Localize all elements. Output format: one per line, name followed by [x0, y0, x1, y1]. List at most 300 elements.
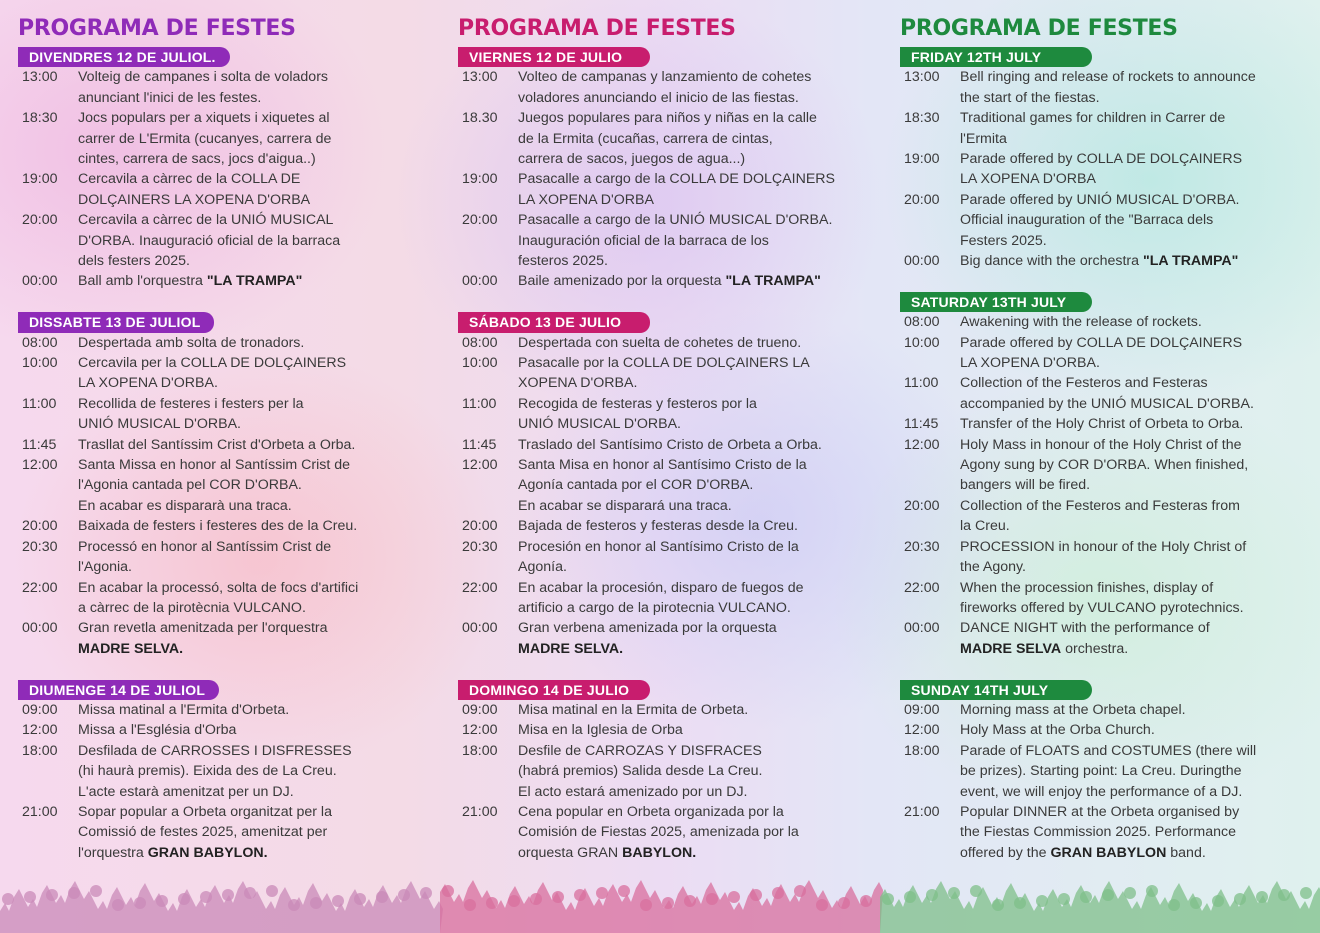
event-line: Volteo de campanas y lanzamiento de cohetes: [518, 69, 812, 86]
event-line: Jocs populars per a xiquets i xiquetes al: [78, 110, 330, 127]
crowd-head: [1256, 891, 1268, 903]
event-time: 20:00: [22, 212, 58, 229]
event-line: accompanied by the UNIÓ MUSICAL D'ORBA.: [960, 395, 1254, 412]
event-description: [78, 271, 433, 291]
event-description: [78, 67, 433, 108]
event-line: When the procession finishes, display of: [960, 579, 1214, 596]
event-line: Collection of the Festeros and Festeras: [960, 375, 1208, 392]
event-time: 10:00: [22, 355, 58, 372]
event-line: the Fiestas Commission 2025. Performance: [960, 824, 1236, 841]
event-description: [518, 67, 873, 108]
event-row: [458, 210, 873, 271]
crowd-head: [508, 895, 520, 907]
event-description: [960, 618, 1315, 659]
event-line: l'Agonia cantada pel COR D'ORBA.: [78, 477, 302, 494]
event-line: Parade offered by COLLA DE DOLÇAINERS: [960, 334, 1243, 351]
event-row: [458, 741, 873, 802]
day-header: SATURDAY 13TH JULY: [900, 292, 1092, 312]
event-highlight: GRAN BABYLON: [1050, 844, 1167, 861]
crowd-head: [794, 885, 806, 897]
event-line: LA XOPENA D'ORBA: [960, 171, 1096, 188]
event-line: (hi haurà premis). Eixida des de La Creu.: [78, 763, 337, 780]
event-row: [18, 353, 433, 394]
event-line: [518, 843, 873, 863]
event-line: Despertada con suelta de cohetes de trueno.: [518, 334, 802, 351]
program-title: PROGRAMA DE FESTES: [900, 16, 1178, 41]
event-row: [900, 578, 1315, 619]
event-line: PROCESSION in honour of the Holy Christ of: [960, 538, 1247, 555]
event-line-text: Big dance with the orchestra: [960, 253, 1143, 270]
event-line: LA XOPENA D'ORBA.: [960, 355, 1100, 372]
event-line: Pasacalle a cargo de la UNIÓ MUSICAL D'ORBA.: [518, 212, 833, 229]
day-header-row: [18, 659, 433, 700]
event-row: [458, 394, 873, 435]
event-row: [900, 435, 1315, 496]
event-description: [78, 333, 433, 353]
program-column-english: [900, 14, 1315, 863]
crowd-head: [750, 889, 762, 901]
event-time: 11:45: [904, 416, 939, 433]
event-line: l'Agonia.: [78, 559, 132, 576]
event-line: carrera de sacos, juegos de agua...): [518, 151, 746, 168]
event-time: 20:00: [904, 191, 940, 208]
event-description: [78, 516, 433, 536]
day-header-row: [900, 659, 1315, 700]
event-time: 10:00: [462, 355, 498, 372]
event-line: Misa en la Iglesia de Orba: [518, 722, 683, 739]
event-row: [458, 720, 873, 740]
event-line: Trasllat del Santíssim Crist d'Orbeta a Orba.: [78, 436, 356, 453]
crowd-head: [1234, 893, 1246, 905]
event-line: Santa Misa en honor al Santísimo Cristo de la: [518, 457, 807, 474]
event-time: 18:00: [462, 742, 498, 759]
crowd-head: [200, 891, 212, 903]
event-time: 20:00: [462, 212, 498, 229]
event-time: 20:30: [462, 538, 498, 555]
crowd-head: [1278, 889, 1290, 901]
event-line: Parade offered by UNIÓ MUSICAL D'ORBA.: [960, 191, 1240, 208]
crowd-head: [1300, 887, 1312, 899]
event-line: l'Ermita: [960, 130, 1007, 147]
event-time: 19:00: [22, 171, 58, 188]
event-line: be prizes). Starting point: La Creu. Duringthe: [960, 763, 1242, 780]
event-time: 20:30: [904, 538, 940, 555]
event-description: [960, 373, 1315, 414]
event-line: Missa a l'Església d'Orba: [78, 722, 237, 739]
event-row: [900, 251, 1315, 271]
event-line: Transfer of the Holy Christ of Orbeta to Orba.: [960, 416, 1244, 433]
event-time: 11:00: [462, 395, 497, 412]
event-time: 11:00: [22, 395, 57, 412]
crowd-head: [640, 899, 652, 911]
event-line: fireworks offered by VULCANO pyrotechnics.: [960, 599, 1244, 616]
event-row: [18, 435, 433, 455]
event-description: [960, 741, 1315, 802]
event-highlight: "LA TRAMPA": [1142, 253, 1239, 270]
crowd-head: [68, 887, 80, 899]
event-description: [78, 169, 433, 210]
program-title: PROGRAMA DE FESTES: [18, 16, 296, 41]
event-line: Agony sung by COR D'ORBA. When finished,: [960, 457, 1249, 474]
event-description: [78, 394, 433, 435]
crowd-head: [398, 889, 410, 901]
event-row: [458, 700, 873, 720]
event-row: [458, 435, 873, 455]
event-line: El acto estará amenizado por un DJ.: [518, 783, 748, 800]
event-line: Baixada de festers i festeres des de la Creu.: [78, 518, 358, 535]
event-line: L'acte estarà amenitzat per un DJ.: [78, 783, 294, 800]
event-time: 08:00: [904, 314, 940, 331]
event-row: [900, 312, 1315, 332]
event-line: Desfilada de CARROSSES I DISFRESSES: [78, 742, 352, 759]
event-line-text: l'orquestra: [78, 844, 148, 861]
event-description: [960, 496, 1315, 537]
crowd-head: [244, 887, 256, 899]
event-line: UNIÓ MUSICAL D'ORBA.: [518, 416, 681, 433]
event-line: Bajada de festeros y festeras desde la Creu.: [518, 518, 798, 535]
event-time: 18:00: [904, 742, 940, 759]
event-time: 12:00: [904, 436, 940, 453]
event-description: [518, 720, 873, 740]
event-row: [900, 741, 1315, 802]
event-description: [78, 578, 433, 619]
event-highlight: MADRE SELVA: [960, 640, 1062, 657]
day-header: DISSABTE 13 DE JULIOL: [18, 312, 214, 332]
crowd-head: [90, 885, 102, 897]
event-line: UNIÓ MUSICAL D'ORBA.: [78, 416, 241, 433]
crowd-silhouette: [0, 881, 443, 933]
event-line: a càrrec de la pirotècnia VULCANO.: [78, 599, 306, 616]
event-description: [960, 190, 1315, 251]
event-line: Collection of the Festeros and Festeras from: [960, 497, 1240, 514]
crowd-head: [926, 889, 938, 901]
event-line: En acabar la processó, solta de focs d'artifici: [78, 579, 359, 596]
crowd-head: [706, 893, 718, 905]
event-description: [518, 741, 873, 802]
event-line: En acabar es dispararà una traca.: [78, 497, 292, 514]
event-description: [518, 169, 873, 210]
crowd-head: [970, 885, 982, 897]
crowd-head: [1058, 893, 1070, 905]
event-description: [960, 578, 1315, 619]
event-time: 10:00: [904, 334, 940, 351]
crowd-head: [332, 895, 344, 907]
event-row: [900, 700, 1315, 720]
event-description: [960, 720, 1315, 740]
crowd-head: [178, 893, 190, 905]
day-header-row: [458, 659, 873, 700]
event-line: Agonía.: [518, 559, 567, 576]
event-line: Gran verbena amenizada por la orquesta: [518, 620, 777, 637]
event-line: D'ORBA. Inauguració oficial de la barraca: [78, 232, 341, 249]
crowd-head: [134, 897, 146, 909]
event-line: carrer de L'Ermita (cucanyes, carrera de: [78, 130, 332, 147]
event-line: [78, 271, 433, 291]
event-time: 22:00: [462, 579, 498, 596]
crowd-head: [596, 887, 608, 899]
event-time: 09:00: [904, 701, 940, 718]
program-title: PROGRAMA DE FESTES: [458, 16, 736, 41]
event-description: [78, 700, 433, 720]
event-description: [960, 700, 1315, 720]
event-line: Procesión en honor al Santísimo Cristo de la: [518, 538, 799, 555]
event-row: [458, 578, 873, 619]
event-description: [518, 210, 873, 271]
day-header: SÁBADO 13 DE JULIO: [458, 312, 650, 332]
event-description: [78, 720, 433, 740]
crowd-head: [156, 895, 168, 907]
event-time: 00:00: [904, 253, 940, 270]
event-line: Agonía cantada por el COR D'ORBA.: [518, 477, 754, 494]
event-line: event, we will enjoy the performance of a DJ.: [960, 783, 1243, 800]
crowd-head: [486, 897, 498, 909]
event-description: [518, 802, 873, 863]
crowd-head: [1080, 891, 1092, 903]
event-line: Santa Missa en honor al Santíssim Crist de: [78, 457, 351, 474]
event-description: [78, 741, 433, 802]
event-line-after: orchestra.: [1061, 640, 1129, 657]
crowd-head: [112, 899, 124, 911]
event-line: Cercavila a càrrec de la UNIÓ MUSICAL: [78, 212, 334, 229]
crowd-head: [860, 895, 872, 907]
event-description: [518, 108, 873, 169]
crowd-head: [882, 893, 894, 905]
event-line: DANCE NIGHT with the performance of: [960, 620, 1210, 637]
crowd-silhouette-decoration: [0, 855, 1320, 933]
event-time: 00:00: [462, 620, 498, 637]
event-row: [458, 618, 873, 659]
event-line: [960, 251, 1315, 271]
event-line: Traditional games for children in Carrer de: [960, 110, 1226, 127]
event-highlight: "LA TRAMPA": [206, 273, 303, 290]
event-line: DOLÇAINERS LA XOPENA D'ORBA: [78, 191, 311, 208]
event-time: 09:00: [462, 701, 498, 718]
event-line: (habrá premios) Salida desde La Creu.: [518, 763, 763, 780]
event-description: [960, 251, 1315, 271]
event-row: [18, 210, 433, 271]
day-header-row: [18, 44, 433, 67]
event-time: 21:00: [904, 803, 940, 820]
day-header: FRIDAY 12TH JULY: [900, 47, 1092, 67]
event-time: 00:00: [22, 620, 58, 637]
event-time: 11:45: [22, 436, 57, 453]
crowd-head: [376, 891, 388, 903]
event-line: [960, 639, 1315, 659]
event-line: the Agony.: [960, 559, 1026, 576]
event-time: 21:00: [22, 803, 58, 820]
event-description: [78, 618, 433, 659]
event-time: 21:00: [462, 803, 498, 820]
event-row: [18, 271, 433, 291]
event-time: 09:00: [22, 701, 58, 718]
event-time: 18.30: [462, 110, 498, 127]
event-row: [900, 802, 1315, 863]
event-row: [458, 333, 873, 353]
event-description: [960, 108, 1315, 149]
event-time: 18:30: [22, 110, 58, 127]
event-row: [18, 537, 433, 578]
event-time: 11:00: [904, 375, 939, 392]
event-line: the start of the fiestas.: [960, 89, 1100, 106]
event-row: [18, 333, 433, 353]
crowd-head: [1190, 897, 1202, 909]
event-description: [960, 333, 1315, 374]
event-time: 00:00: [22, 273, 58, 290]
event-row: [18, 741, 433, 802]
event-line: Parade offered by COLLA DE DOLÇAINERS: [960, 151, 1243, 168]
day-header-row: [900, 44, 1315, 67]
crowd-head: [24, 891, 36, 903]
event-line: de la Ermita (cucañas, carrera de cintas,: [518, 130, 773, 147]
event-description: [78, 108, 433, 169]
event-line: [960, 843, 1315, 863]
program-column-spanish: [458, 14, 873, 863]
program-column-catalan: [18, 14, 433, 863]
event-line: LA XOPENA D'ORBA: [518, 191, 654, 208]
crowd-head: [816, 899, 828, 911]
event-line: [78, 843, 433, 863]
event-line: Inauguración oficial de la barraca de los: [518, 232, 769, 249]
event-line: la Creu.: [960, 518, 1010, 535]
event-description: [78, 435, 433, 455]
event-line: Recogida de festeras y festeros por la: [518, 395, 757, 412]
event-row: [458, 455, 873, 516]
event-line: Gran revetla amenitzada per l'orquestra: [78, 620, 328, 637]
event-description: [78, 455, 433, 516]
event-row: [900, 720, 1315, 740]
event-line: Cercavila per la COLLA DE DOLÇAINERS: [78, 355, 347, 372]
event-row: [458, 169, 873, 210]
event-line: Comisión de Fiestas 2025, amenizada por la: [518, 824, 799, 841]
event-description: [518, 455, 873, 516]
event-row: [18, 169, 433, 210]
event-description: [960, 149, 1315, 190]
event-line: Official inauguration of the "Barraca dels: [960, 212, 1214, 229]
crowd-head: [552, 891, 564, 903]
day-header-row: [458, 292, 873, 333]
event-highlight: MADRE SELVA.: [518, 640, 624, 657]
event-row: [900, 67, 1315, 108]
crowd-head: [904, 891, 916, 903]
event-highlight: GRAN BABYLON.: [147, 844, 268, 861]
day-header-row: [18, 292, 433, 333]
crowd-head: [354, 893, 366, 905]
event-line: [518, 271, 873, 291]
crowd-silhouette: [880, 881, 1320, 933]
event-line: Festers 2025.: [960, 232, 1047, 249]
event-line: Misa matinal en la Ermita de Orbeta.: [518, 701, 749, 718]
event-row: [458, 516, 873, 536]
event-line: Sopar popular a Orbeta organitzat per la: [78, 803, 332, 820]
event-row: [18, 618, 433, 659]
event-line: En acabar se disparará una traca.: [518, 497, 732, 514]
crowd-head: [1036, 895, 1048, 907]
crowd-head: [1014, 897, 1026, 909]
event-row: [900, 108, 1315, 149]
event-row: [458, 271, 873, 291]
event-line: Popular DINNER at the Orbeta organised by: [960, 803, 1240, 820]
event-description: [960, 67, 1315, 108]
event-row: [900, 373, 1315, 414]
crowd-head: [728, 891, 740, 903]
crowd-head: [530, 893, 542, 905]
event-line: Morning mass at the Orbeta chapel.: [960, 701, 1186, 718]
event-line: Holy Mass in honour of the Holy Christ of the: [960, 436, 1242, 453]
crowd-head: [1102, 889, 1114, 901]
event-line: En acabar la procesión, disparo de fuegos de: [518, 579, 804, 596]
event-row: [900, 618, 1315, 659]
crowd-head: [464, 899, 476, 911]
event-line: artificio a cargo de la pirotecnia VULCANO.: [518, 599, 791, 616]
event-line: Bell ringing and release of rockets to announce: [960, 69, 1256, 86]
event-row: [900, 537, 1315, 578]
crowd-head: [1146, 885, 1158, 897]
event-time: 13:00: [462, 69, 498, 86]
event-time: 08:00: [22, 334, 58, 351]
event-description: [518, 537, 873, 578]
event-time: 13:00: [904, 69, 940, 86]
event-description: [960, 312, 1315, 332]
event-row: [900, 333, 1315, 374]
event-line: Traslado del Santísimo Cristo de Orbeta a Orba.: [518, 436, 822, 453]
event-line: cintes, carrera de sacs, jocs d'aigua..): [78, 151, 316, 168]
event-row: [900, 149, 1315, 190]
event-description: [78, 210, 433, 271]
event-row: [458, 353, 873, 394]
crowd-head: [46, 889, 58, 901]
event-line: Missa matinal a l'Ermita d'Orbeta.: [78, 701, 290, 718]
crowd-head: [1124, 887, 1136, 899]
event-line: Juegos populares para niños y niñas en la calle: [518, 110, 817, 127]
day-header-row: [900, 271, 1315, 312]
event-time: 20:00: [22, 518, 58, 535]
event-time: 00:00: [904, 620, 940, 637]
event-row: [18, 394, 433, 435]
event-time: 12:00: [462, 722, 498, 739]
event-line: bangers will be fired.: [960, 477, 1091, 494]
event-description: [78, 802, 433, 863]
day-header: DIUMENGE 14 DE JULIOL: [18, 680, 219, 700]
event-time: 18:30: [904, 110, 940, 127]
event-line: Volteig de campanes i solta de voladors: [78, 69, 329, 86]
crowd-head: [684, 895, 696, 907]
crowd-head: [222, 889, 234, 901]
event-time: 20:30: [22, 538, 58, 555]
crowd-head: [992, 899, 1004, 911]
event-line: anunciant l'inici de les festes.: [78, 89, 262, 106]
event-description: [78, 537, 433, 578]
event-row: [900, 496, 1315, 537]
event-time: 12:00: [462, 457, 498, 474]
event-line: Holy Mass at the Orba Church.: [960, 722, 1155, 739]
event-description: [78, 353, 433, 394]
day-header: DIVENDRES 12 DE JULIOL.: [18, 47, 230, 67]
event-time: 22:00: [22, 579, 58, 596]
day-header: DOMINGO 14 DE JULIO: [458, 680, 650, 700]
event-row: [458, 108, 873, 169]
event-description: [960, 802, 1315, 863]
event-time: 20:00: [462, 518, 498, 535]
event-row: [18, 108, 433, 169]
event-description: [518, 618, 873, 659]
event-highlight: BABYLON.: [622, 844, 697, 861]
event-line: Cena popular en Orbeta organizada por la: [518, 803, 784, 820]
event-time: 12:00: [22, 457, 58, 474]
event-line-text: orquesta GRAN: [518, 844, 623, 861]
event-description: [518, 435, 873, 455]
event-line: Pasacalle a cargo de la COLLA DE DOLÇAINERS: [518, 171, 836, 188]
crowd-head: [948, 887, 960, 899]
